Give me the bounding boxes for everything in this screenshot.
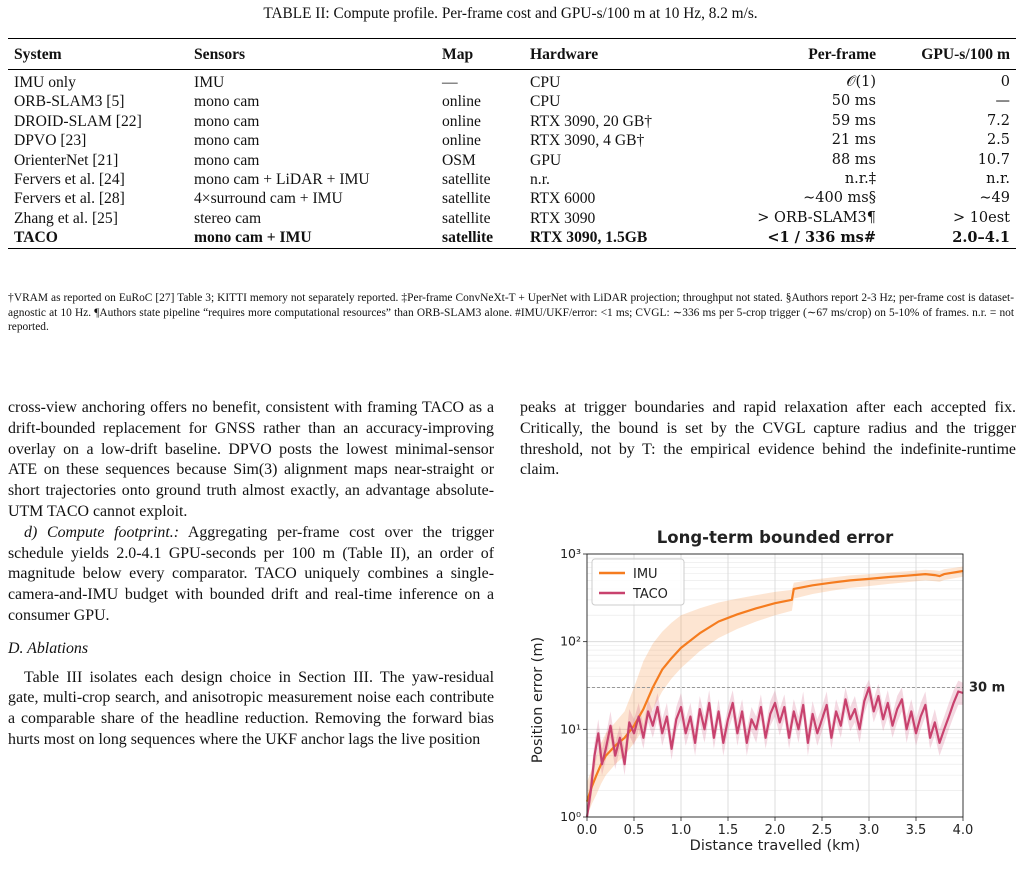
x-tick-label: 1.0 (670, 823, 692, 838)
y-tick-label: 10¹ (560, 721, 581, 737)
col-header: Hardware (530, 46, 599, 63)
table-cell: mono cam + LiDAR + IMU (194, 171, 370, 189)
table-cell: 21 ms (831, 132, 876, 149)
legend-label: IMU (633, 567, 658, 582)
table-cell: Fervers et al. [28] (14, 190, 125, 208)
table-cell: online (442, 93, 481, 111)
table-cell: n.r.‡ (844, 171, 876, 188)
table-cell: RTX 3090, 1.5GB (530, 229, 648, 247)
table-header-row (8, 39, 1016, 70)
table-row (8, 112, 1016, 131)
legend-label: TACO (633, 587, 668, 602)
body-paragraph (8, 523, 494, 627)
table-cell: <1 / 336 ms# (767, 229, 876, 247)
table-cell: OSM (442, 151, 476, 169)
table-cell: Fervers et al. [24] (14, 171, 125, 189)
chart-title: Long-term bounded error (656, 528, 894, 547)
table-cell: ORB-SLAM3 [5] (14, 93, 125, 111)
right-column (520, 398, 1016, 481)
reference-line-label: 30 m (969, 680, 1006, 696)
x-tick-label: 0.0 (576, 823, 598, 838)
table-cell: mono cam (194, 112, 260, 130)
table-row (8, 92, 1016, 111)
table-row (8, 189, 1016, 208)
table-cell: IMU (194, 74, 225, 91)
table-cell: 0 (1000, 74, 1010, 90)
table-cell: 88 ms (831, 151, 876, 168)
table-cell: 2.0–4.1 (952, 229, 1010, 247)
table-cell: satellite (442, 190, 491, 208)
col-header: Map (442, 46, 474, 63)
x-tick-label: 2.5 (811, 823, 833, 838)
table-row (8, 209, 1016, 228)
table-cell: ∼49 (979, 190, 1010, 207)
y-tick-label: 10³ (560, 546, 581, 561)
table-cell: 2.5 (986, 132, 1010, 149)
bounded-error-chart (520, 524, 1016, 868)
x-axis-label: Distance travelled (km) (689, 838, 861, 854)
compute-profile-table (8, 38, 1016, 249)
table-row-taco (8, 228, 1016, 248)
x-tick-label: 2.0 (764, 823, 786, 838)
col-header: System (14, 46, 62, 63)
body-paragraph: cross-view anchoring offers no benefit, consistent with framing TACO as a drift-bounded replacement for GNSS rather than an accuracy-improving overlay on a low-drift baseline. DPVO posts the lowest minimal-sensor ATE on these sequences because Sim(3) alignment maps near-straight or short trajectories onto ground truth almost exactly, an advantage absolute-UTM TACO cannot exploit. (8, 399, 494, 520)
col-header: GPU-s/100 m (921, 46, 1010, 63)
table-row (8, 170, 1016, 189)
y-axis-label: Position error (m) (530, 636, 546, 764)
y-tick-label: 10⁰ (560, 809, 581, 824)
table-cell: Zhang et al. [25] (14, 209, 118, 227)
col-header: Per-frame (808, 46, 876, 63)
table-cell: online (442, 112, 481, 130)
table-cell: 59 ms (831, 112, 876, 129)
table-cell: CPU (530, 93, 561, 111)
table-cell: n.r. (530, 171, 550, 189)
table-cell: > ORB-SLAM3¶ (757, 209, 876, 226)
table-cell: mono cam (194, 132, 260, 150)
col-header: Sensors (194, 46, 246, 63)
chart-legend (592, 559, 684, 605)
table-cell: OrienterNet [21] (14, 151, 119, 169)
table-row (8, 151, 1016, 170)
table-cell: 10.7 (977, 151, 1010, 168)
table-cell: — (995, 93, 1010, 110)
table-cell: RTX 6000 (530, 190, 596, 208)
x-tick-label: 3.5 (905, 823, 927, 838)
table-cell: stereo cam (194, 209, 262, 227)
table-cell: mono cam (194, 93, 260, 111)
body-paragraph: Table III isolates each design choice in Section III. The yaw-residual gate, multi-crop search, and anisotropic measurement noise each contribute a comparable share of the headline reduction. Removing the forward bias hurts most on long sequences where the UKF anchor lags the live position (8, 668, 494, 748)
left-column (8, 398, 494, 751)
table-cell: RTX 3090, 4 GB† (530, 132, 645, 150)
x-tick-label: 4.0 (952, 823, 974, 838)
body-paragraph: peaks at trigger boundaries and rapid relaxation after each accepted fix. Critically, the bound is set by the CVGL capture radius and the trigger threshold, not by T: the empirical evidence behind the indefinite-runtime claim. (520, 399, 1016, 479)
table-cell: TACO (14, 229, 58, 247)
table-cell: CPU (530, 74, 561, 91)
section-heading: D. Ablations (8, 639, 89, 657)
table-cell: satellite (442, 229, 494, 247)
table-cell: DPVO [23] (14, 132, 87, 150)
paragraph-heading: d) Compute footprint.: (24, 523, 180, 541)
table-cell: RTX 3090, 20 GB† (530, 112, 653, 130)
table-cell: online (442, 132, 481, 150)
table-cell: RTX 3090 (530, 209, 596, 227)
table-caption: TABLE II: Compute profile. Per-frame cost and GPU-s/100 m at 10 Hz, 8.2 m/s. (263, 5, 758, 22)
table-cell: mono cam (194, 151, 260, 169)
table-cell: 𝒪(1) (846, 74, 876, 90)
x-tick-label: 1.5 (717, 823, 739, 838)
paragraph-text: Aggregating per-frame cost over the trigger schedule yields 2.0-4.1 GPU-seconds per 100 m (Table II), an order of magnitude below every comparator. TACO uniquely combines a single-camera-and-IMU budget with bounded drift and real-time inference on a consumer GPU. (8, 523, 494, 624)
x-tick-label: 3.0 (858, 823, 880, 838)
table-cell: IMU only (14, 74, 76, 91)
table-cell: 50 ms (831, 93, 876, 110)
table-cell: DROID-SLAM [22] (14, 112, 142, 130)
table-cell: > 10est (952, 209, 1010, 226)
table-cell: mono cam + IMU (194, 229, 312, 247)
table-cell: — (442, 74, 458, 91)
x-tick-label: 0.5 (623, 823, 645, 838)
table-cell: n.r. (986, 171, 1010, 188)
y-tick-label: 10² (560, 633, 581, 649)
table-row (8, 70, 1016, 93)
table-row (8, 131, 1016, 150)
table-cell: satellite (442, 171, 491, 189)
table-cell: 7.2 (986, 112, 1010, 129)
table-cell: ∼400 ms§ (803, 190, 876, 207)
table-cell: GPU (530, 151, 562, 169)
table-footnotes: †VRAM as reported on EuRoC [27] Table 3; KITTI memory not separately reported. ‡Per-frame ConvNeXt-T + UperNet with LiDAR projection; throughput not stated. §Authors report 2-3 Hz; per-frame cost is dataset-agnostic at 10 Hz. ¶Authors state pipeline “requires more computational resources” than ORB-SLAM3 alone. #IMU/UKF/error: <1 ms; CVGL: ∼336 ms per 5-crop trigger (∼67 ms/crop) on 5-10% of frames. n.r. = not reported. (8, 292, 1014, 334)
table-cell: satellite (442, 209, 491, 227)
table-cell: 4×surround cam + IMU (194, 190, 343, 208)
